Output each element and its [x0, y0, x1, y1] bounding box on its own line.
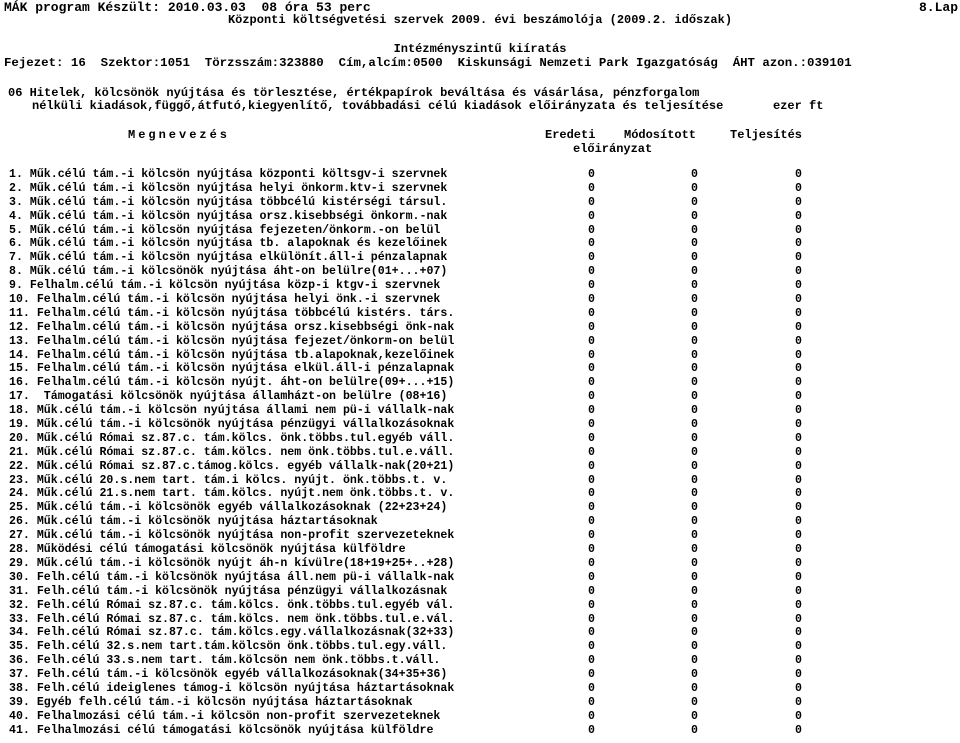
table-row: [0, 237, 960, 251]
row-label: 21. Műk.célú Római sz.87.c. tám.kölcs. nem önk.többs.tul.e.váll.: [9, 445, 455, 459]
table-row: [0, 376, 960, 390]
cell-teljesites: 0: [795, 709, 802, 723]
row-label: 17. Támogatási kölcsönök nyújtása államházt-on belülre (08+16): [9, 390, 448, 404]
cell-eredeti: 0: [588, 362, 595, 376]
cell-eredeti: 0: [588, 265, 595, 279]
cell-eredeti: 0: [588, 251, 595, 265]
row-label: 41. Felhalmozási célú támogatási kölcsönök nyújtása külföldre: [9, 723, 434, 737]
cell-modositott: 0: [691, 293, 698, 307]
cell-teljesites: 0: [795, 459, 802, 473]
page-number: 8.Lap: [918, 0, 958, 15]
cell-eredeti: 0: [588, 445, 595, 459]
row-label: 29. Műk.célú tám.-i kölcsönök nyújt áh-n kívülre(18+19+25+..+28): [9, 556, 455, 570]
cell-modositott: 0: [691, 556, 698, 570]
data-table: [0, 168, 960, 738]
row-label: 37. Felh.célú tám.-i kölcsönök egyéb vállalkozásoknak(34+35+36): [9, 668, 448, 682]
report-kind: Intézményszintű kiíratás: [393, 42, 567, 56]
cell-teljesites: 0: [795, 320, 802, 334]
cell-modositott: 0: [691, 320, 698, 334]
cell-modositott: 0: [691, 181, 698, 195]
table-row: [0, 613, 960, 627]
cell-teljesites: 0: [795, 279, 802, 293]
cell-teljesites: 0: [795, 293, 802, 307]
cell-modositott: 0: [691, 168, 698, 181]
cell-teljesites: 0: [795, 570, 802, 584]
cell-eredeti: 0: [588, 598, 595, 612]
cell-modositott: 0: [691, 418, 698, 432]
cell-modositott: 0: [691, 598, 698, 612]
cell-eredeti: 0: [588, 570, 595, 584]
table-row: [0, 335, 960, 349]
cell-modositott: 0: [691, 612, 698, 626]
cell-eredeti: 0: [588, 334, 595, 348]
cell-eredeti: 0: [588, 390, 595, 404]
table-row: [0, 265, 960, 279]
cell-modositott: 0: [691, 473, 698, 487]
cell-modositott: 0: [691, 709, 698, 723]
table-row: [0, 599, 960, 613]
row-label: 30. Felh.célú tám.-i kölcsönök nyújtása áll.nem pü-i vállalk-nak: [9, 570, 455, 584]
table-row: [0, 626, 960, 640]
cell-teljesites: 0: [795, 515, 802, 529]
cell-modositott: 0: [691, 237, 698, 251]
cell-eredeti: 0: [588, 654, 595, 668]
cell-teljesites: 0: [795, 543, 802, 557]
cell-eredeti: 0: [588, 209, 595, 223]
column-header-name: Megnevezés: [128, 128, 231, 142]
cell-modositott: 0: [691, 404, 698, 418]
table-row: [0, 515, 960, 529]
cell-eredeti: 0: [588, 237, 595, 251]
cell-teljesites: 0: [795, 195, 802, 209]
cell-teljesites: 0: [795, 334, 802, 348]
cell-eredeti: 0: [588, 543, 595, 557]
cell-eredeti: 0: [588, 404, 595, 418]
table-row: [0, 710, 960, 724]
cell-eredeti: 0: [588, 487, 595, 501]
cell-modositott: 0: [691, 431, 698, 445]
row-label: 3. Műk.célú tám.-i kölcsön nyújtása többcélú kistérségi társul.: [9, 195, 448, 209]
cell-eredeti: 0: [588, 168, 595, 181]
cell-eredeti: 0: [588, 640, 595, 654]
cell-teljesites: 0: [795, 640, 802, 654]
table-row: [0, 182, 960, 196]
cell-teljesites: 0: [795, 431, 802, 445]
table-title-line2: nélküli kiadások,függő,átfutó,kiegyenlítő, továbbadási célú kiadások előirányzata és teljesítése: [32, 99, 724, 113]
row-label: 14. Felhalm.célú tám.-i kölcsön nyújtása tb.alapoknak,kezelőinek: [9, 348, 455, 362]
row-label: 40. Felhalmozási célú tám.-i kölcsön non-profit szervezeteknek: [9, 709, 441, 723]
row-label: 12. Felhalm.célú tám.-i kölcsön nyújtása orsz.kisebbségi önk-nak: [9, 320, 455, 334]
row-label: 4. Műk.célú tám.-i kölcsön nyújtása orsz.kisebbségi önkorm.-nak: [9, 209, 448, 223]
column-header-eloiranyzat: előirányzat: [573, 142, 653, 156]
row-label: 19. Műk.célú tám.-i kölcsönök nyújtása pénzügyi vállalkozásoknak: [9, 418, 455, 432]
report-subtitle: Központi költségvetési szervek 2009. évi beszámolója (2009.2. időszak): [227, 13, 733, 27]
row-label: 16. Felhalm.célú tám.-i kölcsön nyújt. áht-on belülre(09+...+15): [9, 376, 455, 390]
table-row: [0, 307, 960, 321]
cell-teljesites: 0: [795, 445, 802, 459]
cell-eredeti: 0: [588, 473, 595, 487]
table-row: [0, 654, 960, 668]
row-label: 39. Egyéb felh.célú tám.-i kölcsön nyújtása háztartásoknak: [9, 695, 413, 709]
table-row: [0, 640, 960, 654]
table-row: [0, 696, 960, 710]
cell-eredeti: 0: [588, 612, 595, 626]
cell-modositott: 0: [691, 654, 698, 668]
row-label: 20. Műk.célú Római sz.87.c. tám.kölcs. önk.többs.tul.egyéb váll.: [9, 431, 455, 445]
table-row: [0, 668, 960, 682]
cell-eredeti: 0: [588, 584, 595, 598]
cell-teljesites: 0: [795, 626, 802, 640]
row-label: 38. Felh.célú ideiglenes támog-i kölcsön nyújtása háztartásoknak: [9, 681, 455, 695]
cell-teljesites: 0: [795, 695, 802, 709]
row-label: 34. Felh.célú Római sz.87.c. tám.kölcs.egy.vállalkozásnak(32+33): [9, 626, 455, 640]
cell-eredeti: 0: [588, 279, 595, 293]
cell-modositott: 0: [691, 584, 698, 598]
cell-eredeti: 0: [588, 529, 595, 543]
column-header-teljesites: Teljesítés: [730, 128, 803, 142]
row-label: 5. Műk.célú tám.-i kölcsön nyújtása fejezeten/önkorm.-on belül: [9, 223, 441, 237]
table-row: [0, 446, 960, 460]
cell-teljesites: 0: [795, 390, 802, 404]
cell-teljesites: 0: [795, 612, 802, 626]
row-label: 6. Műk.célú tám.-i kölcsön nyújtása tb. alapoknak és kezelőinek: [9, 237, 448, 251]
cell-modositott: 0: [691, 223, 698, 237]
row-label: 23. Műk.célú 20.s.nem tart. tám.i kölcs. nyújt. önk.többs.t. v.: [9, 473, 448, 487]
row-label: 36. Felh.célú 33.s.nem tart. tám.kölcsön nem önk.többs.t.váll.: [9, 654, 441, 668]
table-row: [0, 279, 960, 293]
cell-eredeti: 0: [588, 418, 595, 432]
cell-teljesites: 0: [795, 404, 802, 418]
cell-modositott: 0: [691, 390, 698, 404]
cell-eredeti: 0: [588, 626, 595, 640]
cell-modositott: 0: [691, 668, 698, 682]
cell-eredeti: 0: [588, 320, 595, 334]
cell-eredeti: 0: [588, 431, 595, 445]
cell-eredeti: 0: [588, 709, 595, 723]
cell-modositott: 0: [691, 362, 698, 376]
cell-teljesites: 0: [795, 501, 802, 515]
cell-eredeti: 0: [588, 223, 595, 237]
institution-meta: Fejezet: 16 Szektor:1051 Törzsszám:323880 Cím,alcím:0500 Kiskunsági Nemzeti Park Igazgatóság ÁHT azon.:039101: [4, 56, 852, 70]
row-label: 22. Műk.célú Római sz.87.c.támog.kölcs. egyéb vállalk-nak(20+21): [9, 459, 455, 473]
cell-eredeti: 0: [588, 681, 595, 695]
table-row: [0, 432, 960, 446]
row-label: 8. Műk.célú tám.-i kölcsönök nyújtása áht-on belülre(01+...+07): [9, 265, 448, 279]
cell-eredeti: 0: [588, 668, 595, 682]
unit-label: ezer ft: [773, 99, 824, 113]
cell-teljesites: 0: [795, 223, 802, 237]
row-label: 9. Felhalm.célú tám.-i kölcsön nyújtása közp-i ktgv-i szervnek: [9, 279, 441, 293]
table-row: [0, 210, 960, 224]
table-row: [0, 571, 960, 585]
table-row: [0, 418, 960, 432]
cell-eredeti: 0: [588, 376, 595, 390]
row-label: 28. Működési célú támogatási kölcsönök nyújtása külföldre: [9, 543, 406, 557]
cell-teljesites: 0: [795, 348, 802, 362]
table-row: [0, 585, 960, 599]
row-label: 15. Felhalm.célú tám.-i kölcsön nyújtása elkül.áll-i pénzalapnak: [9, 362, 455, 376]
cell-eredeti: 0: [588, 501, 595, 515]
row-label: 7. Műk.célú tám.-i kölcsön nyújtása elkülönít.áll-i pénzalapnak: [9, 251, 448, 265]
cell-teljesites: 0: [795, 529, 802, 543]
cell-modositott: 0: [691, 334, 698, 348]
cell-teljesites: 0: [795, 306, 802, 320]
report-program-line: MÁK program Készült: 2010.03.03 08 óra 53 perc: [4, 0, 371, 15]
table-row: [0, 390, 960, 404]
row-label: 26. Műk.célú tám.-i kölcsönök nyújtása háztartásoknak: [9, 515, 378, 529]
cell-modositott: 0: [691, 501, 698, 515]
row-label: 13. Felhalm.célú tám.-i kölcsön nyújtása fejezet/önkorm-on belül: [9, 334, 455, 348]
cell-teljesites: 0: [795, 487, 802, 501]
cell-modositott: 0: [691, 515, 698, 529]
cell-teljesites: 0: [795, 237, 802, 251]
row-label: 24. Műk.célú 21.s.nem tart. tám.kölcs. nyújt.nem önk.többs.t. v.: [9, 487, 455, 501]
table-row: [0, 168, 960, 182]
cell-modositott: 0: [691, 487, 698, 501]
cell-modositott: 0: [691, 209, 698, 223]
table-row: [0, 321, 960, 335]
row-label: 27. Műk.célú tám.-i kölcsönök nyújtása non-profit szervezeteknek: [9, 529, 455, 543]
cell-modositott: 0: [691, 695, 698, 709]
cell-modositott: 0: [691, 529, 698, 543]
cell-eredeti: 0: [588, 195, 595, 209]
cell-eredeti: 0: [588, 306, 595, 320]
cell-teljesites: 0: [795, 584, 802, 598]
cell-eredeti: 0: [588, 515, 595, 529]
row-label: 10. Felhalm.célú tám.-i kölcsön nyújtása helyi önk.-i szervnek: [9, 293, 441, 307]
cell-teljesites: 0: [795, 473, 802, 487]
cell-eredeti: 0: [588, 459, 595, 473]
cell-teljesites: 0: [795, 265, 802, 279]
cell-modositott: 0: [691, 279, 698, 293]
cell-eredeti: 0: [588, 293, 595, 307]
cell-teljesites: 0: [795, 418, 802, 432]
cell-eredeti: 0: [588, 181, 595, 195]
cell-teljesites: 0: [795, 209, 802, 223]
column-header-eredeti: Eredeti: [545, 128, 596, 142]
cell-modositott: 0: [691, 265, 698, 279]
cell-modositott: 0: [691, 251, 698, 265]
table-row: [0, 529, 960, 543]
table-row: [0, 404, 960, 418]
cell-teljesites: 0: [795, 556, 802, 570]
table-row: [0, 251, 960, 265]
table-row: [0, 487, 960, 501]
cell-modositott: 0: [691, 626, 698, 640]
row-label: 18. Műk.célú tám.-i kölcsön nyújtása állami nem pü-i vállalk-nak: [9, 404, 455, 418]
cell-modositott: 0: [691, 723, 698, 737]
cell-teljesites: 0: [795, 168, 802, 181]
table-row: [0, 196, 960, 210]
cell-teljesites: 0: [795, 362, 802, 376]
table-row: [0, 224, 960, 238]
table-row: [0, 460, 960, 474]
cell-modositott: 0: [691, 306, 698, 320]
table-row: [0, 557, 960, 571]
cell-teljesites: 0: [795, 668, 802, 682]
table-row: [0, 293, 960, 307]
table-row: [0, 682, 960, 696]
cell-modositott: 0: [691, 681, 698, 695]
table-row: [0, 501, 960, 515]
cell-modositott: 0: [691, 195, 698, 209]
cell-modositott: 0: [691, 570, 698, 584]
row-label: 32. Felh.célú Római sz.87.c. tám.kölcs. önk.többs.tul.egyéb vál.: [9, 598, 455, 612]
row-label: 2. Műk.célú tám.-i kölcsön nyújtása helyi önkorm.ktv-i szervnek: [9, 181, 448, 195]
column-header-modositott: Módosított: [624, 128, 697, 142]
row-label: 33. Felh.célú Római sz.87.c. tám.kölcs. nem önk.többs.tul.e.vál.: [9, 612, 455, 626]
cell-eredeti: 0: [588, 723, 595, 737]
cell-teljesites: 0: [795, 654, 802, 668]
table-row: [0, 349, 960, 363]
cell-modositott: 0: [691, 445, 698, 459]
row-label: 1. Műk.célú tám.-i kölcsön nyújtása központi költsgv-i szervnek: [9, 168, 448, 181]
cell-teljesites: 0: [795, 376, 802, 390]
table-title-line1: 06 Hitelek, kölcsönök nyújtása és törlesztése, értékpapírok beváltása és vásárlása, pénzforgalom: [8, 86, 700, 100]
cell-teljesites: 0: [795, 598, 802, 612]
table-row: [0, 543, 960, 557]
row-label: 11. Felhalm.célú tám.-i kölcsön nyújtása többcélú kistérs. társ.: [9, 306, 455, 320]
cell-modositott: 0: [691, 640, 698, 654]
table-row: [0, 362, 960, 376]
cell-modositott: 0: [691, 459, 698, 473]
row-label: 31. Felh.célú tám.-i kölcsönök nyújtása pénzügyi vállalkozásnak: [9, 584, 448, 598]
table-row: [0, 474, 960, 488]
cell-eredeti: 0: [588, 695, 595, 709]
cell-modositott: 0: [691, 348, 698, 362]
cell-eredeti: 0: [588, 556, 595, 570]
table-row: [0, 724, 960, 738]
cell-eredeti: 0: [588, 348, 595, 362]
row-label: 25. Műk.célú tám.-i kölcsönök egyéb vállalkozásoknak (22+23+24): [9, 501, 448, 515]
row-label: 35. Felh.célú 32.s.nem tart.tám.kölcsön önk.többs.tul.egy.váll.: [9, 640, 448, 654]
cell-teljesites: 0: [795, 681, 802, 695]
cell-modositott: 0: [691, 376, 698, 390]
cell-teljesites: 0: [795, 723, 802, 737]
cell-teljesites: 0: [795, 251, 802, 265]
cell-teljesites: 0: [795, 181, 802, 195]
cell-modositott: 0: [691, 543, 698, 557]
